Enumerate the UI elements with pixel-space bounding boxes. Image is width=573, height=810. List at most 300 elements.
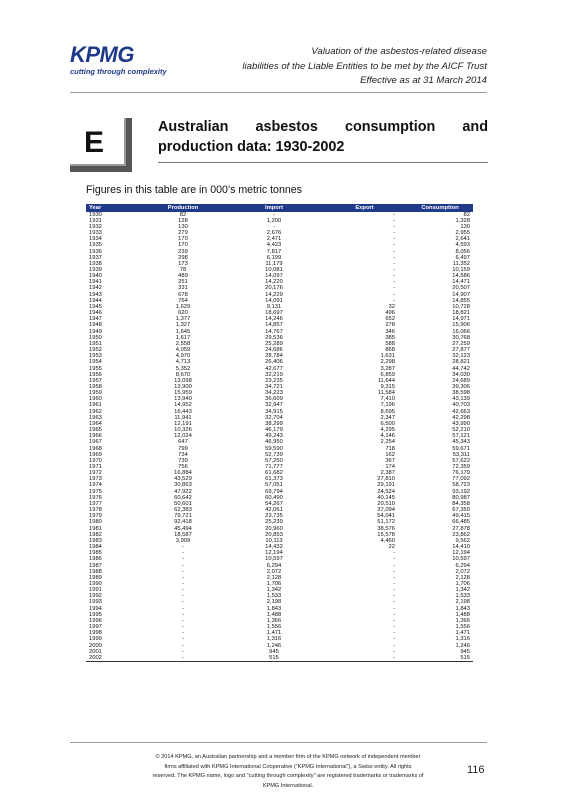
cell-year: 1939 xyxy=(89,267,102,273)
cell-import: 1,706 xyxy=(266,580,282,587)
cell-import: 14,097 xyxy=(265,273,283,280)
cell-consumption: 49,415 xyxy=(452,513,470,520)
cell-consumption: 82 xyxy=(463,211,470,218)
cell-production: 18,587 xyxy=(174,531,192,538)
cell-consumption: 34,030 xyxy=(452,371,470,378)
cell-export: - xyxy=(393,648,395,655)
cell-export: 24,524 xyxy=(377,488,395,495)
cell-consumption: 14,410 xyxy=(452,544,470,551)
cell-import: 18,697 xyxy=(265,310,283,317)
cell-consumption: 32,123 xyxy=(452,353,470,360)
cell-production: 298 xyxy=(178,254,188,261)
cell-import: 20,176 xyxy=(265,285,283,292)
cell-year: 1938 xyxy=(89,260,102,267)
cell-import: 36,609 xyxy=(265,396,283,403)
cell-export: - xyxy=(393,562,395,569)
cell-import: 46,179 xyxy=(265,427,283,434)
cell-production: - xyxy=(182,587,184,594)
cell-export: - xyxy=(393,636,395,643)
cell-year: 1989 xyxy=(89,574,102,581)
cell-export: 40,145 xyxy=(377,494,395,501)
cell-year: 1987 xyxy=(89,562,102,569)
cell-import: 34,721 xyxy=(265,383,283,390)
cell-year: 1932 xyxy=(89,223,102,230)
cell-import: 1,316 xyxy=(266,636,282,643)
cell-year: 1964 xyxy=(89,420,102,427)
cell-import: 1,843 xyxy=(266,605,282,612)
column-header-export: Export xyxy=(322,204,407,212)
cell-production: 43,529 xyxy=(174,476,192,483)
footer-line-4: KPMG International. xyxy=(262,782,314,789)
cell-consumption: 2,955 xyxy=(455,230,470,237)
cell-production: 16,884 xyxy=(174,470,192,477)
cell-import: 28,784 xyxy=(265,353,283,360)
kpmg-logo xyxy=(70,44,167,76)
cell-year: 2001 xyxy=(89,648,102,655)
cell-year: 1931 xyxy=(89,217,102,224)
cell-year: 1930 xyxy=(89,211,102,218)
cell-consumption: 10,728 xyxy=(452,303,470,310)
cell-export: 4,460 xyxy=(380,537,395,544)
cell-import: 69,794 xyxy=(265,488,283,495)
cell-year: 1950 xyxy=(89,334,102,341)
cell-production: 331 xyxy=(178,285,188,292)
cell-import: 11,179 xyxy=(265,260,283,267)
cell-import: 34,915 xyxy=(265,408,283,415)
cell-production: - xyxy=(182,593,184,600)
cell-year: 1934 xyxy=(89,236,102,243)
cell-year: 1998 xyxy=(89,630,102,637)
cell-consumption: 27,259 xyxy=(452,340,470,347)
cell-import: 1,556 xyxy=(266,624,282,631)
cell-production: 4,970 xyxy=(175,353,191,360)
cell-production: 12,191 xyxy=(174,420,192,427)
cell-export: - xyxy=(393,230,395,237)
cell-consumption: 1,843 xyxy=(455,605,470,612)
cell-export: 11,644 xyxy=(377,377,395,384)
cell-year: 1955 xyxy=(89,365,102,372)
cell-import: 1,246 xyxy=(266,642,282,649)
cell-import: 14,091 xyxy=(265,297,283,304)
cell-production: 279 xyxy=(178,230,188,237)
cell-production: 251 xyxy=(178,279,188,286)
cell-export: - xyxy=(393,580,395,587)
cell-consumption: 76,179 xyxy=(452,470,470,477)
cell-consumption: 52,210 xyxy=(452,427,470,434)
cell-consumption: 27,878 xyxy=(452,525,470,532)
cell-production: 11,941 xyxy=(174,414,192,421)
cell-export: 7,196 xyxy=(380,402,395,409)
cell-consumption: 24,689 xyxy=(452,377,470,384)
cell-consumption: 14,855 xyxy=(452,297,470,304)
cell-consumption: 1,342 xyxy=(455,587,470,594)
cell-export: - xyxy=(393,217,395,224)
asbestos-table-container xyxy=(86,204,473,662)
cell-export: 1,631 xyxy=(380,353,395,360)
cell-production: 13,900 xyxy=(174,383,192,390)
cell-production: - xyxy=(182,617,184,624)
cell-import: 10,081 xyxy=(265,267,283,273)
table-body xyxy=(86,212,473,661)
cell-export: - xyxy=(393,550,395,557)
section-letter-box xyxy=(70,118,132,172)
cell-export: - xyxy=(393,605,395,612)
cell-year: 1933 xyxy=(89,230,102,237)
cell-year: 1943 xyxy=(89,291,102,298)
section-letter: E xyxy=(84,126,105,159)
cell-production: 62,383 xyxy=(174,507,192,514)
cell-export: 278 xyxy=(385,322,395,329)
cell-production: 60,642 xyxy=(174,494,192,501)
cell-import: 60,490 xyxy=(265,494,283,501)
cell-export: 2,254 xyxy=(380,439,395,446)
cell-consumption: 16,066 xyxy=(452,328,470,335)
cell-production: 13,098 xyxy=(174,377,192,384)
cell-year: 1959 xyxy=(89,390,102,397)
cell-production: 1,377 xyxy=(175,316,191,323)
cell-export: 51,172 xyxy=(377,519,395,526)
cell-production: - xyxy=(182,574,184,581)
cell-production: 10,326 xyxy=(174,427,192,434)
cell-consumption: 945 xyxy=(460,648,470,655)
cell-consumption: 515 xyxy=(460,654,470,661)
cell-consumption: 38,598 xyxy=(452,390,470,397)
cell-production: 170 xyxy=(178,236,188,243)
cell-consumption: 23,862 xyxy=(452,531,470,538)
cell-production: 173 xyxy=(178,260,188,267)
cell-consumption: 28,821 xyxy=(452,359,470,366)
cell-production: - xyxy=(182,580,184,587)
cell-year: 1976 xyxy=(89,494,102,501)
cell-year: 1970 xyxy=(89,457,102,464)
cell-export: - xyxy=(393,254,395,261)
cell-year: 1967 xyxy=(89,439,102,446)
cell-import: 2,128 xyxy=(266,574,282,581)
cell-production: 15,959 xyxy=(174,390,192,397)
cell-export: - xyxy=(393,279,395,286)
cell-import: 32,219 xyxy=(265,371,283,378)
cell-year: 1951 xyxy=(89,340,102,347)
cell-consumption: 1,556 xyxy=(455,624,470,631)
cell-consumption: 14,586 xyxy=(452,273,470,280)
cell-export: 7,410 xyxy=(380,396,395,403)
cell-export: - xyxy=(393,285,395,292)
cell-production: - xyxy=(182,611,184,618)
header-line-3: Effective as at 31 March 2014 xyxy=(360,75,487,86)
cell-production: 1,645 xyxy=(175,328,191,335)
cell-consumption: 11,352 xyxy=(452,260,470,267)
cell-production: - xyxy=(182,568,184,575)
cell-import: 61,682 xyxy=(265,470,283,477)
cell-consumption: 1,366 xyxy=(455,617,470,624)
cell-export: - xyxy=(393,273,395,280)
cell-year: 1978 xyxy=(89,507,102,514)
cell-year: 1996 xyxy=(89,617,102,624)
cell-export: 20,510 xyxy=(377,500,395,507)
cell-export: 588 xyxy=(385,340,395,347)
document-header xyxy=(242,45,487,89)
cell-export: - xyxy=(393,617,395,624)
cell-year: 1973 xyxy=(89,476,102,483)
cell-production: 16,443 xyxy=(174,408,192,415)
cell-consumption: 18,821 xyxy=(452,310,470,317)
cell-consumption: 2,198 xyxy=(455,599,470,606)
cell-consumption: 1,316 xyxy=(455,636,470,643)
cell-year: 1946 xyxy=(89,310,102,317)
cell-import: 20,853 xyxy=(265,531,283,538)
cell-consumption: 1,246 xyxy=(455,642,470,649)
cell-consumption: 84,358 xyxy=(452,500,470,507)
cell-consumption: 42,663 xyxy=(452,408,470,415)
cell-consumption: 57,622 xyxy=(452,457,470,464)
cell-year: 1965 xyxy=(89,427,102,434)
cell-import: 23,735 xyxy=(265,513,283,520)
cell-production: 79,721 xyxy=(174,513,192,520)
cell-export: 8,695 xyxy=(380,408,395,415)
cell-consumption: 130 xyxy=(460,223,470,230)
cell-import: - xyxy=(273,211,275,218)
cell-production: 47,922 xyxy=(174,488,192,495)
cell-production: 764 xyxy=(178,297,188,304)
footer-divider xyxy=(70,742,487,743)
cell-year: 1953 xyxy=(89,353,102,360)
cell-year: 2000 xyxy=(89,642,102,649)
column-header-production: Production xyxy=(140,204,226,212)
cell-production: 130 xyxy=(178,223,188,230)
cell-import: 14,246 xyxy=(265,316,283,323)
cell-export: 652 xyxy=(385,316,395,323)
cell-import: 4,423 xyxy=(266,242,282,249)
cell-year: 1975 xyxy=(89,488,102,495)
cell-export: - xyxy=(393,242,395,249)
cell-consumption: 1,706 xyxy=(455,580,470,587)
cell-production: - xyxy=(182,630,184,637)
cell-import: 7,817 xyxy=(266,248,282,255)
cell-consumption: 77,092 xyxy=(452,476,470,483)
cell-year: 1982 xyxy=(89,531,102,538)
cell-export: 4,146 xyxy=(380,433,395,440)
cell-import: 14,432 xyxy=(265,544,283,551)
cell-year: 1990 xyxy=(89,580,102,587)
cell-consumption: 14,971 xyxy=(452,316,470,323)
cell-production: 82 xyxy=(179,211,187,218)
cell-consumption: 30,768 xyxy=(452,334,470,341)
cell-year: 1986 xyxy=(89,556,102,563)
header-line-2: liabilities of the Liable Entities to be met by the AICF Trust xyxy=(242,60,487,72)
cell-production: 13,940 xyxy=(174,396,192,403)
cell-import: 14,220 xyxy=(265,279,283,286)
cell-import: 14,229 xyxy=(265,291,283,298)
table-header-row xyxy=(86,204,473,212)
cell-import: 14,767 xyxy=(265,328,283,335)
cell-import: 25,239 xyxy=(265,519,283,526)
cell-export: - xyxy=(393,211,395,218)
cell-export: 385 xyxy=(385,334,395,341)
cell-consumption: 12,194 xyxy=(452,550,470,557)
footer-line-3: reserved. The KPMG name, logo and "cutting through complexity" are registered trademarks or trademarks of xyxy=(152,773,424,780)
cell-year: 1945 xyxy=(89,303,102,310)
cell-consumption: 15,906 xyxy=(452,322,470,329)
cell-export: 718 xyxy=(385,445,395,452)
cell-export: 496 xyxy=(385,310,395,317)
cell-production: - xyxy=(182,562,184,569)
cell-export: 367 xyxy=(385,457,395,464)
cell-consumption: 10,597 xyxy=(452,556,470,563)
cell-import: 26,406 xyxy=(265,359,283,366)
cell-import: 1,488 xyxy=(266,611,282,618)
cell-production: 3,909 xyxy=(175,537,191,544)
cell-export: 174 xyxy=(385,464,395,470)
cell-year: 1988 xyxy=(89,568,102,575)
section-title: Australian asbestos consumption and production data: 1930-2002 xyxy=(158,119,488,155)
cell-export: 6,500 xyxy=(380,420,395,427)
cell-export: 868 xyxy=(385,347,395,354)
cell-export: 2,347 xyxy=(380,414,395,421)
cell-year: 1949 xyxy=(89,328,102,335)
cell-production: 239 xyxy=(178,248,188,255)
cell-consumption: 72,359 xyxy=(452,464,470,470)
cell-consumption: 8,056 xyxy=(455,248,470,255)
cell-year: 1977 xyxy=(89,500,102,507)
cell-export: 22 xyxy=(388,544,395,551)
column-header-year: Year xyxy=(86,204,140,212)
cell-year: 1952 xyxy=(89,347,102,354)
cell-year: 1992 xyxy=(89,593,102,600)
cell-import: 61,373 xyxy=(265,476,283,483)
cell-export: - xyxy=(393,611,395,618)
cell-year: 1995 xyxy=(89,611,102,618)
cell-import: 1,342 xyxy=(266,587,282,594)
cell-import: 57,051 xyxy=(265,482,283,489)
cell-import: 38,299 xyxy=(265,420,283,427)
cell-consumption: 40,703 xyxy=(452,402,470,409)
cell-production: 4,713 xyxy=(175,359,191,366)
cell-consumption: 59,671 xyxy=(452,445,470,452)
cell-production: 647 xyxy=(178,439,188,446)
cell-year: 1997 xyxy=(89,624,102,631)
cell-import: - xyxy=(273,223,275,230)
cell-consumption: 1,328 xyxy=(455,217,470,224)
cell-production: - xyxy=(182,556,184,563)
cell-import: 14,857 xyxy=(265,322,283,329)
cell-consumption: 42,298 xyxy=(452,414,470,421)
cell-export: 54,041 xyxy=(377,513,395,520)
cell-export: 2,387 xyxy=(380,470,395,477)
title-divider xyxy=(158,162,488,163)
cell-production: 1,327 xyxy=(175,322,191,329)
cell-consumption: 20,507 xyxy=(452,285,470,292)
cell-production: 14,952 xyxy=(174,402,192,409)
cell-year: 1972 xyxy=(89,470,102,477)
cell-export: - xyxy=(393,267,395,273)
cell-year: 1948 xyxy=(89,322,102,329)
cell-year: 1963 xyxy=(89,414,102,421)
cell-import: 32,704 xyxy=(265,414,283,421)
cell-consumption: 43,990 xyxy=(452,420,470,427)
cell-export: 37,094 xyxy=(377,507,395,514)
cell-year: 1991 xyxy=(89,587,102,594)
cell-export: 32 xyxy=(388,303,395,310)
cell-import: 20,960 xyxy=(265,525,283,532)
cell-import: 12,194 xyxy=(265,550,283,557)
cell-export: - xyxy=(393,291,395,298)
cell-export: 4,295 xyxy=(380,427,395,434)
cell-year: 1941 xyxy=(89,279,102,286)
cell-import: 52,739 xyxy=(265,451,283,458)
cell-production: - xyxy=(182,642,184,649)
cell-import: 1,471 xyxy=(266,630,282,637)
cell-import: 2,676 xyxy=(266,230,282,237)
cell-production: 50,601 xyxy=(174,500,192,507)
cell-import: 945 xyxy=(269,648,279,655)
cell-consumption: 1,488 xyxy=(455,611,470,618)
cell-consumption: 27,877 xyxy=(452,347,470,354)
cell-production: 799 xyxy=(178,445,188,452)
cell-consumption: 57,121 xyxy=(452,433,470,440)
cell-import: 2,198 xyxy=(266,599,282,606)
cell-export: - xyxy=(393,642,395,649)
cell-year: 1994 xyxy=(89,605,102,612)
cell-import: 1,200 xyxy=(266,217,282,224)
asbestos-data-table xyxy=(86,204,473,661)
cell-consumption: 6,294 xyxy=(455,562,470,569)
cell-export: 6,859 xyxy=(380,371,395,378)
cell-import: 29,536 xyxy=(265,334,283,341)
cell-import: 24,686 xyxy=(265,347,283,354)
cell-year: 1940 xyxy=(89,273,102,280)
cell-production: - xyxy=(182,648,184,655)
cell-export: 3,287 xyxy=(380,365,395,372)
cell-year: 1979 xyxy=(89,513,102,520)
logo-wordmark: KPMG xyxy=(70,42,134,67)
cell-year: 1980 xyxy=(89,519,102,526)
cell-consumption: 58,723 xyxy=(452,482,470,489)
cell-export: - xyxy=(393,574,395,581)
cell-consumption: 2,641 xyxy=(455,236,470,243)
cell-production: - xyxy=(182,550,184,557)
cell-year: 1971 xyxy=(89,464,102,470)
cell-year: 1966 xyxy=(89,433,102,440)
cell-export: 346 xyxy=(385,328,395,335)
cell-year: 1968 xyxy=(89,445,102,452)
cell-import: 59,590 xyxy=(265,445,283,452)
cell-import: 42,677 xyxy=(265,365,283,372)
cell-year: 1969 xyxy=(89,451,102,458)
cell-production: - xyxy=(182,654,184,661)
cell-production: 45,494 xyxy=(174,525,192,532)
column-header-import: Import xyxy=(226,204,322,212)
cell-import: 6,294 xyxy=(266,562,282,569)
cell-production: - xyxy=(182,544,184,551)
cell-export: 9,315 xyxy=(380,383,395,390)
cell-export: - xyxy=(393,260,395,267)
cell-year: 1993 xyxy=(89,599,102,606)
cell-consumption: 14,907 xyxy=(452,291,470,298)
cell-consumption: 44,742 xyxy=(452,365,470,372)
cell-export: 162 xyxy=(385,451,395,458)
cell-consumption: 9,562 xyxy=(455,537,470,544)
cell-consumption: 39,306 xyxy=(452,383,470,390)
cell-production: 489 xyxy=(178,273,188,280)
cell-production: 2,558 xyxy=(175,340,191,347)
cell-production: - xyxy=(182,605,184,612)
cell-production: 734 xyxy=(178,451,188,458)
cell-year: 1981 xyxy=(89,525,102,532)
cell-production: 678 xyxy=(178,291,188,298)
cell-consumption: 2,128 xyxy=(455,574,470,581)
cell-consumption: 66,485 xyxy=(452,519,470,526)
cell-production: 92,418 xyxy=(174,519,192,526)
